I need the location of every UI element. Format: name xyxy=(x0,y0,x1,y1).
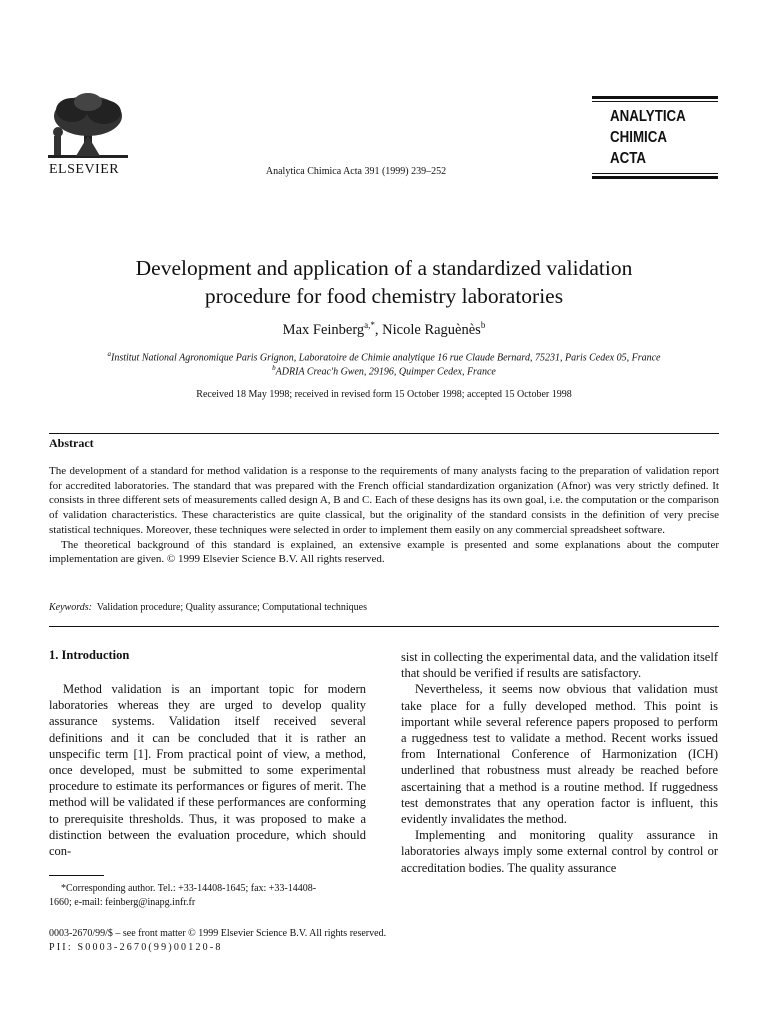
title-line2: procedure for food chemistry laboratories xyxy=(204,284,564,308)
abstract-paragraph: The development of a standard for method validation is a response to the requirements of many analysts facing to the preparation of validation report for accredited laboratories. The standard that was prepared with the French official standardization organization (Afnor) was very strictly defined. It consists in three different sets of measurements called design A, B and C. Each of these designs has its own goal, i.e. the computation or the comparison of validation characteristics. These characteristics are quite classical, but the originality of the standard consists in the definition of very precise statistical techniques. Moreover, these techniques were selected in order to implement them easily on any commercial spreadsheet software. xyxy=(49,465,719,536)
abstract-top-rule xyxy=(49,433,719,434)
footnote-line: 1660; e-mail: feinberg@inapg.infr.fr xyxy=(49,896,196,908)
affiliation-text: ADRIA Creac'h Gwen, 29196, Quimper Cedex, France xyxy=(275,366,496,378)
keywords-line xyxy=(49,602,367,613)
journal-title-line1: ANALYTICA xyxy=(610,108,686,125)
abstract-bottom-rule xyxy=(49,626,719,627)
author-affiliation-mark: b xyxy=(480,320,486,330)
footnote-line: *Corresponding author. Tel.: +33-14408-1645; fax: +33-14408- xyxy=(61,883,317,894)
corresponding-author-footnote xyxy=(49,882,367,909)
affiliation-text: Institut National Agronomique Paris Grignon, Laboratoire de Chimie analytique 16 rue Claude Bernard, 75231, Paris Cedex 05, France xyxy=(110,352,661,364)
footnote-rule xyxy=(49,875,104,876)
body-paragraph: sist in collecting the experimental data, and the validation itself that should be verified if results are satisfactory. xyxy=(401,650,718,681)
body-paragraph: Method validation is an important topic for modern laboratories whereas they are urged to develop quality assurance systems. Validation itself received several definitions and it can be concluded that it is rather an unspecific term [1]. From practical point of view, a method, once developed, must be submitted to some experimental procedure to estimate its performances or figures of merit. The method will be validated if these performances are conforming to prerequisite thresholds. Thus, it was proposed to make a distinction between the evaluation procedure, which should con- xyxy=(49,682,366,859)
affiliation-mark: b xyxy=(272,364,276,372)
received-dates: Received 18 May 1998; received in revised form 15 October 1998; accepted 15 October 1998 xyxy=(196,389,572,400)
author-name: Nicole Raguènès xyxy=(382,321,481,338)
masthead-rule-bottom xyxy=(592,176,718,179)
front-matter xyxy=(49,927,386,954)
copyright-line: 0003-2670/99/$ – see front matter © 1999 Elsevier Science B.V. All rights reserved. xyxy=(49,928,387,939)
masthead-rule-bottom-thin xyxy=(592,173,718,174)
title-line1: Development and application of a standardized validation xyxy=(135,256,633,280)
journal-masthead xyxy=(592,96,718,181)
body-paragraph: Implementing and monitoring quality assurance in laboratories always imply some external control by control or accreditation bodies. The quality assurance xyxy=(401,828,718,875)
journal-title-line3: ACTA xyxy=(610,150,647,167)
author-affiliation-mark: a,* xyxy=(364,320,375,330)
journal-title-line2: CHIMICA xyxy=(610,129,668,146)
keywords-label: Keywords: xyxy=(49,602,92,613)
journal-citation: Analytica Chimica Acta 391 (1999) 239–252 xyxy=(265,166,447,177)
section-heading: 1. Introduction xyxy=(49,648,130,662)
publisher-name: ELSEVIER xyxy=(49,162,120,177)
author-separator: , xyxy=(374,321,383,338)
article-title xyxy=(60,254,708,310)
affiliation-b xyxy=(20,364,748,377)
author-name: Max Feinberg xyxy=(282,321,365,338)
abstract-body xyxy=(49,464,719,567)
keywords-list: Validation procedure; Quality assurance; Computational techniques xyxy=(96,602,367,613)
body-paragraph: Nevertheless, it seems now obvious that validation must take place for a fully developed method. This point is important while several reference papers proposed to perform a ruggedness test to validate a method. Recent works issued from International Conference of Harmonization (ICH) underlined that robustness must already be reached before ascertaining that a method is a routine method. If ruggedness test demonstrates that any operation factor is influent, this evidently invalidates the method. xyxy=(401,682,718,827)
affiliation-a xyxy=(20,350,748,363)
tree-icon xyxy=(46,92,130,162)
abstract-paragraph: The theoretical background of this standard is explained, an extensive example is presented and some explanations about the computer implementation are given. © 1999 Elsevier Science B.V. All rights reserved. xyxy=(49,538,719,566)
body-column-right xyxy=(401,649,718,876)
journal-title xyxy=(610,106,703,169)
author-list xyxy=(0,320,768,339)
masthead-rule-top-thin xyxy=(592,101,718,102)
masthead-rule-top xyxy=(592,96,718,99)
pii-identifier: PII: S0003-2670(99)00120-8 xyxy=(49,941,223,953)
body-column-left xyxy=(49,681,366,859)
affiliation-mark: a xyxy=(107,350,111,358)
abstract-heading: Abstract xyxy=(49,436,94,450)
